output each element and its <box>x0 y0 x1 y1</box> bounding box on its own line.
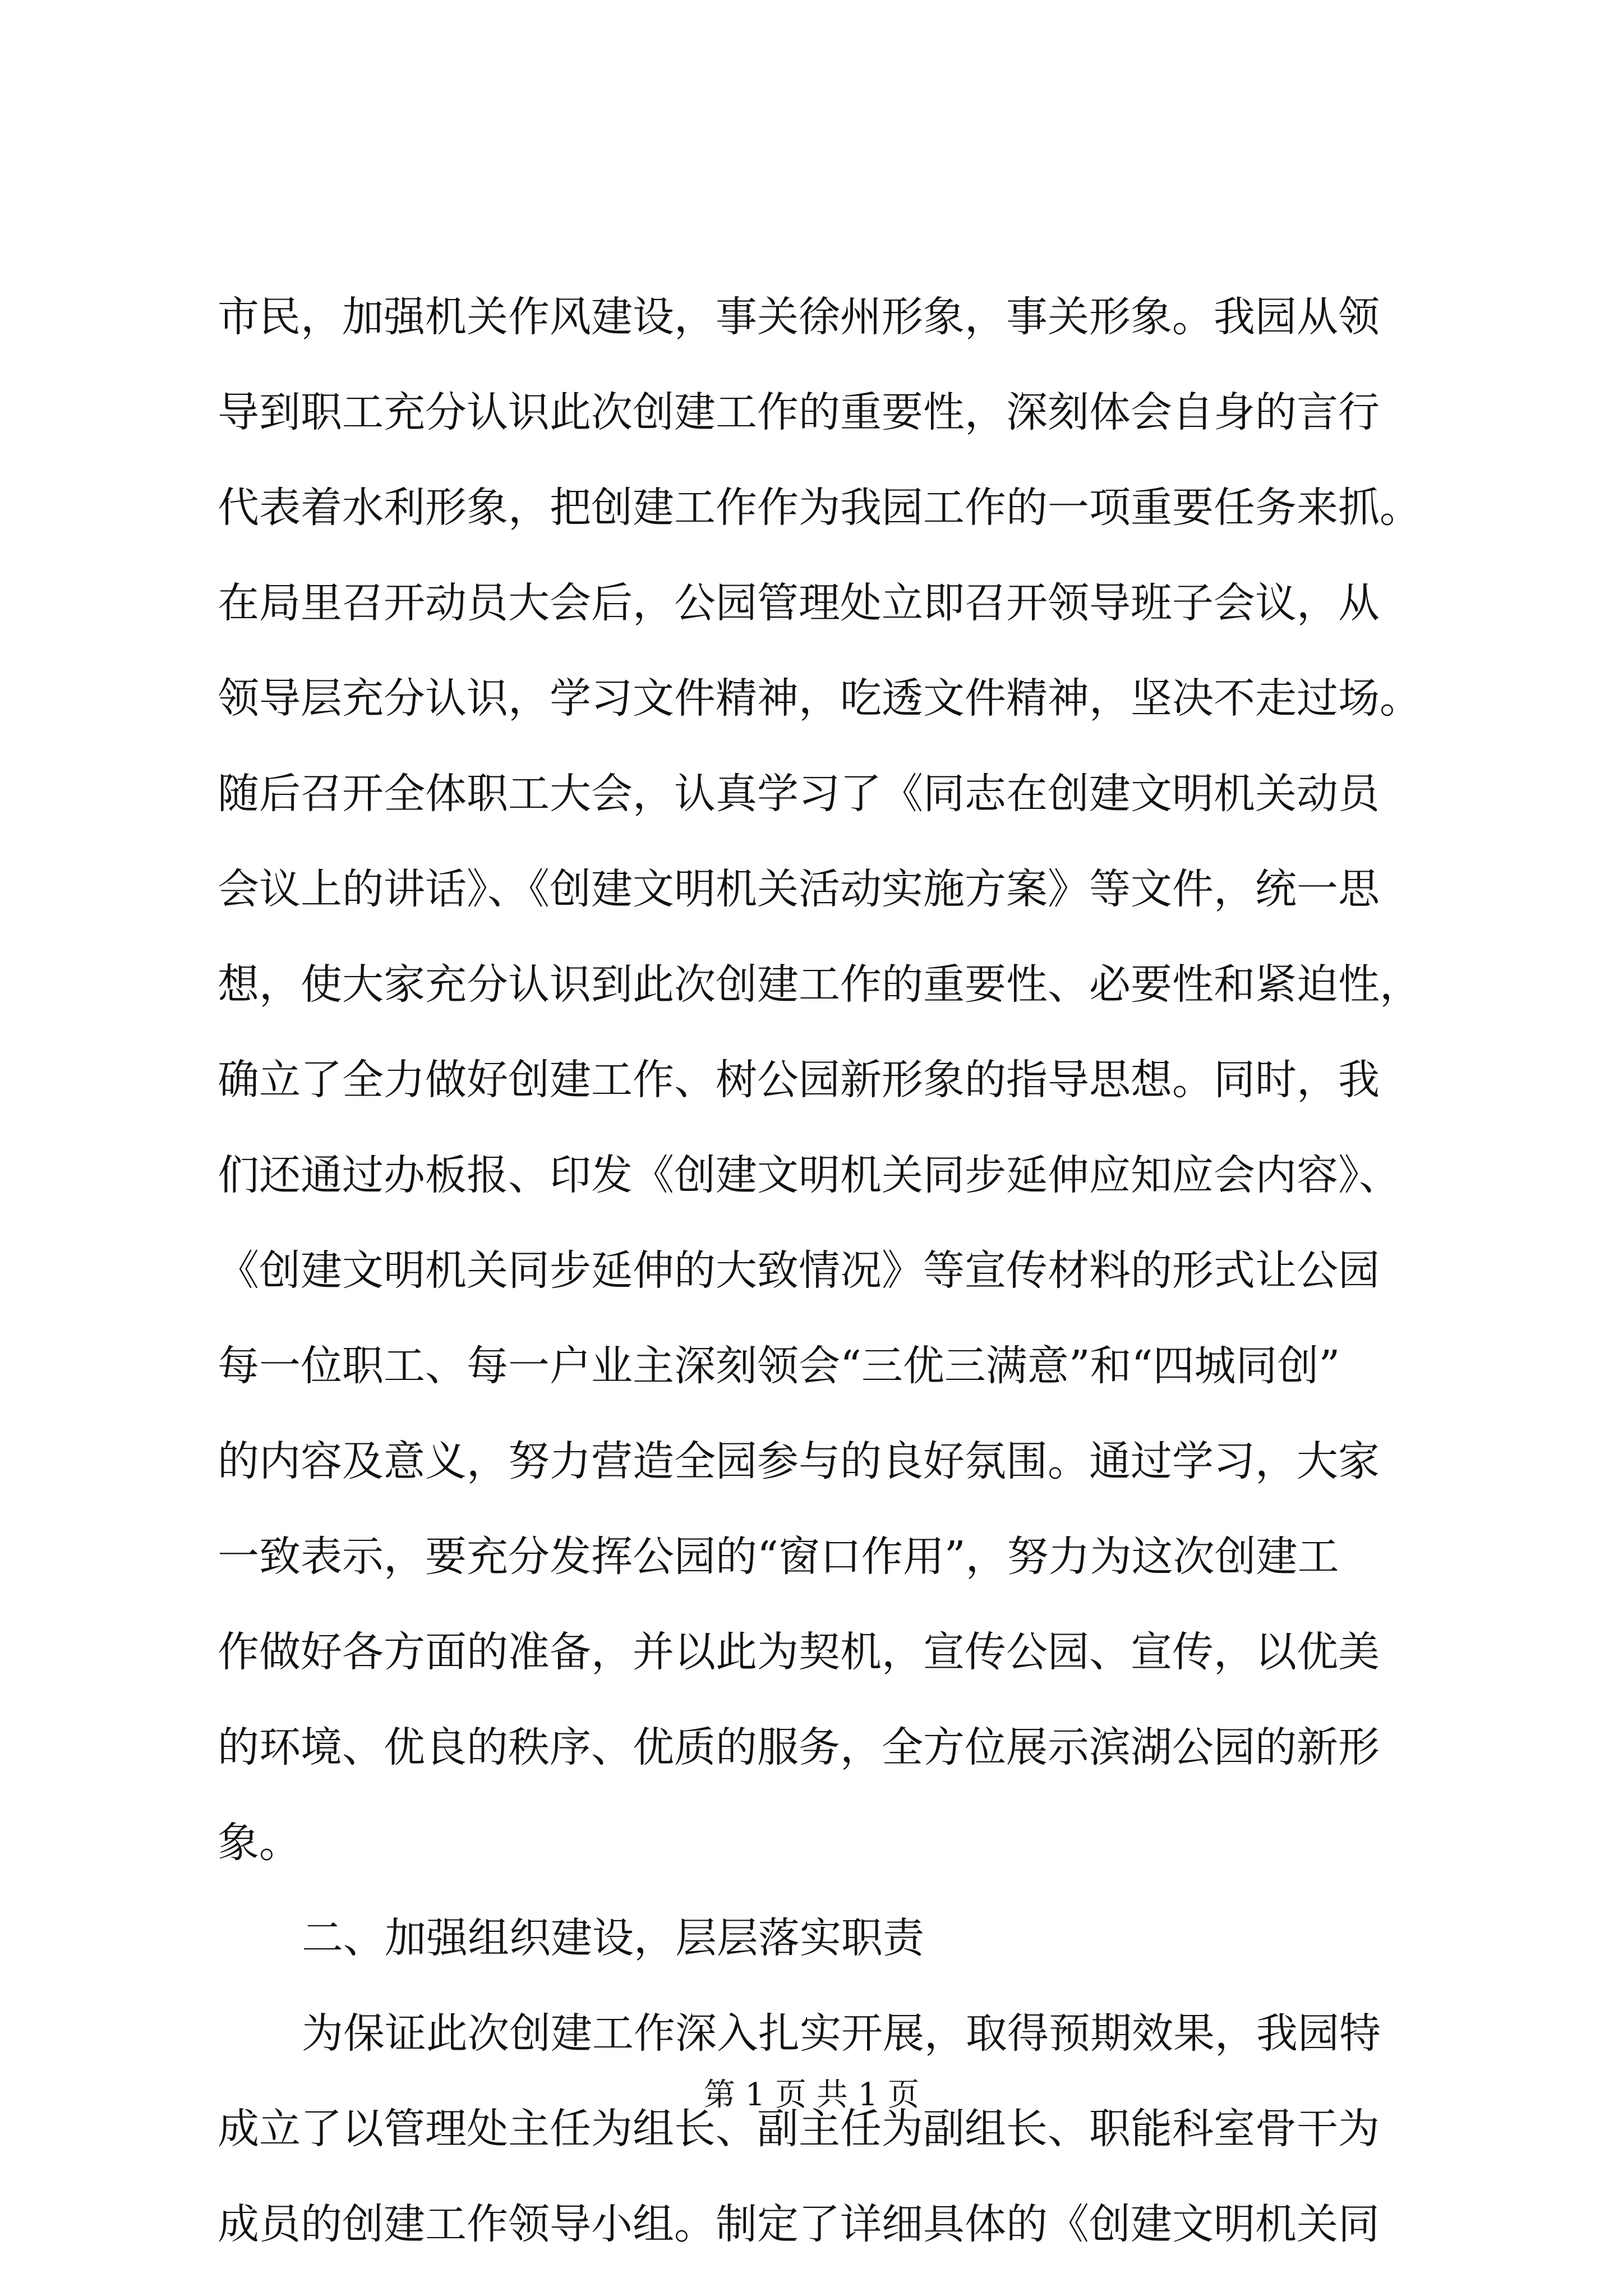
text-line: 每一位职工、每一户业主深刻领会“三优三满意”和“四城同创” <box>218 1342 1340 1390</box>
text-line: 在局里召开动员大会后，公园管理处立即召开领导班子会议，从 <box>218 579 1380 627</box>
text-line: 确立了全力做好创建工作、树公园新形象的指导思想。同时，我 <box>218 1056 1380 1104</box>
text-line: 成员的创建工作领导小组。制定了详细具体的《创建文明机关同 <box>218 2200 1380 2248</box>
text-line: 作做好各方面的准备，并以此为契机，宣传公园、宣传，以优美 <box>218 1628 1380 1676</box>
page-footer: 第 1 页 共 1 页 <box>703 2077 920 2113</box>
text-line: 成立了以管理处主任为组长、副主任为副组长、职能科室骨干为 <box>218 2105 1380 2153</box>
text-line: 的内容及意义，努力营造全园参与的良好氛围。通过学习，大家 <box>218 1437 1380 1485</box>
text-line: 会议上的讲话》、《创建文明机关活动实施方案》等文件，统一思 <box>218 865 1380 913</box>
text-line: 导到职工充分认识此次创建工作的重要性，深刻体会自身的言行 <box>218 388 1380 436</box>
text-line: 想，使大家充分认识到此次创建工作的重要性、必要性和紧迫性， <box>218 960 1421 1009</box>
text-line: 随后召开全体职工大会，认真学习了《同志在创建文明机关动员 <box>218 770 1380 818</box>
text-line: 代表着水利形象，把创建工作作为我园工作的一项重要任务来抓。 <box>218 484 1421 532</box>
text-line: 的环境、优良的秩序、优质的服务，全方位展示滨湖公园的新形 <box>218 1723 1380 1772</box>
text-line: 一致表示，要充分发挥公园的“窗口作用”，努力为这次创建工 <box>218 1533 1339 1581</box>
text-line: 为保证此次创建工作深入扎实开展，取得预期效果，我园特 <box>302 2009 1381 2058</box>
body-text <box>218 269 1479 2272</box>
text-line: 象。 <box>218 1819 301 1867</box>
text-line: 领导层充分认识，学习文件精神，吃透文件精神，坚决不走过场。 <box>218 674 1421 723</box>
text-line: 们还通过办板报、印发《创建文明机关同步延伸应知应会内容》、 <box>218 1151 1400 1199</box>
text-line: 市民，加强机关作风建设，事关徐州形象，事关形象。我园从领 <box>218 293 1380 341</box>
text-line: 《创建文明机关同步延伸的大致情况》等宣传材料的形式让公园 <box>218 1246 1380 1295</box>
section-heading: 二、加强组织建设，层层落实职责 <box>302 1914 924 1962</box>
